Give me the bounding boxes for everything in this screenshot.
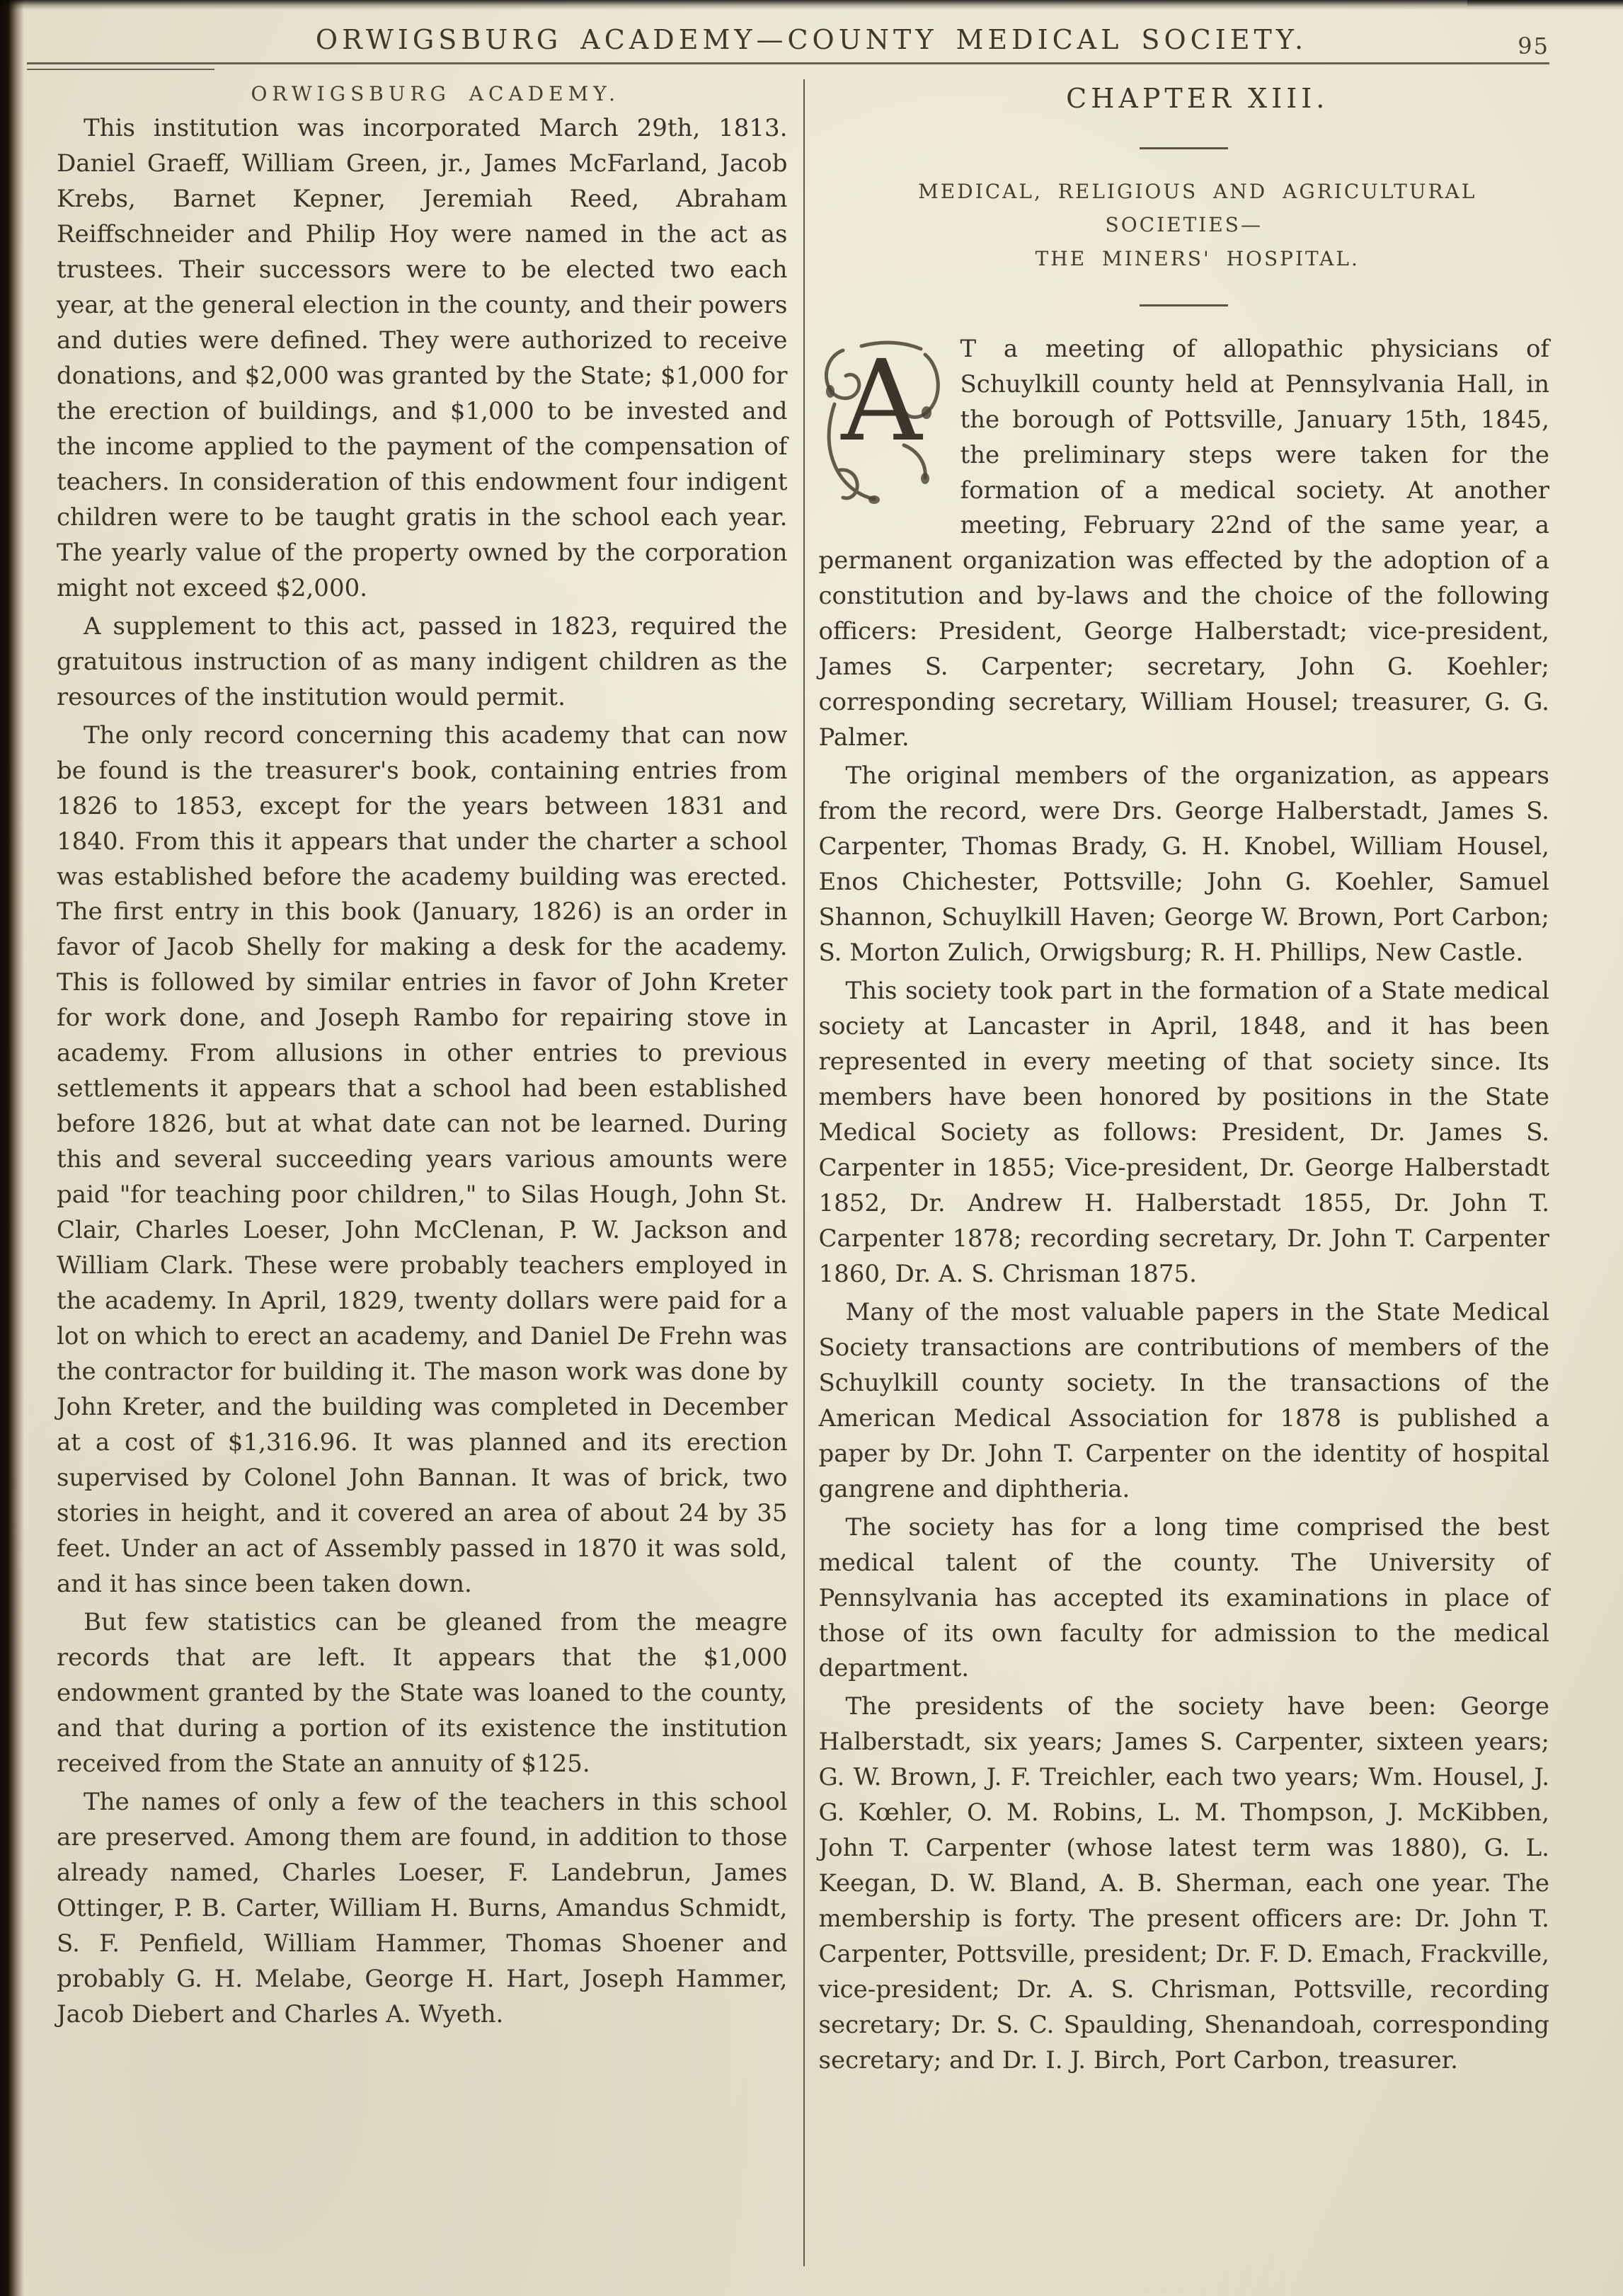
right-paragraph-2: This society took part in the formation of a State medical society at Lancaster in April, 1848, and it has been represented in every meeting of that society since. Its members have been honored by positions in the State Medical Society as follows: President, Dr. James S. Carpenter in 1855; Vice-president, Dr. George Halberstadt 1852, Dr. Andrew H. Halberstadt 1855, Dr. John T. Carpenter 1878; recording secretary, Dr. John T. Carpenter 1860, Dr. A. S. Chrisman 1875. (818, 977, 1549, 1288)
left-paragraph-2: A supplement to this act, passed in 1823, required the gratuitous instruction of as many indigent children as the resources of the institution would permit. (57, 612, 788, 711)
page-number: 95 (1518, 33, 1549, 59)
right-column (819, 79, 1550, 2266)
header-rule-secondary (27, 69, 214, 70)
page-edge-shadow-left (0, 0, 24, 2296)
page-edge-shadow-top (0, 0, 1623, 10)
left-column-heading: ORWIGSBURG ACADEMY. (251, 82, 621, 105)
section-title (819, 175, 1550, 276)
opening-paragraph (819, 332, 1550, 757)
column-divider-rule (803, 79, 805, 2266)
left-paragraph-4: But few statistics can be gleaned from the meagre records that are left. It appears that the $1,000 endowment granted by the State was loaned to the county, and that during a portion of its existence the institution received from the State an annuity of $125. (57, 1607, 788, 1778)
text-columns (57, 79, 1549, 2266)
chapter-heading: CHAPTER XIII. (1066, 83, 1329, 114)
left-paragraph-5: The names of only a few of the teachers in this school are preserved. Among them are found, in addition to those already named, Charles Loeser, F. Landebrun, James Ottinger, P. B. Carter, William H. Burns, Amandus Schmidt, S. F. Penfield, William Hammer, Thomas Shoener and probably G. H. Melabe, George H. Hart, Joseph Hammer, Jacob Diebert and Charles A. Wyeth. (57, 1787, 788, 2028)
left-column (57, 79, 788, 2266)
right-paragraph-3: Many of the most valuable papers in the State Medical Society transactions are contributions of members of the Schuylkill county society. In the transactions of the American Medical Association for 1878 is published a paper by Dr. John T. Carpenter on the identity of hospital gangrene and diphtheria. (818, 1297, 1549, 1503)
header-rule (27, 62, 1549, 64)
right-paragraph-5: The presidents of the society have been: George Halberstadt, six years; James S. Carpenter, sixteen years; G. W. Brown, J. F. Treichler, each two years; Wm. Housel, J. G. Kœhler, O. M. Robins, L. M. Thompson, J. McKibben, John T. Carpenter (whose latest term was 1880), G. L. Keegan, D. W. Bland, A. B. Sherman, each one year. The membership is forty. The present officers are: Dr. John T. Carpenter, Pottsville, president; Dr. F. D. Emach, Frackville, vice-president; Dr. A. S. Chrisman, Pottsville, recording secretary; Dr. S. C. Spaulding, Shenandoah, corresponding secretary; and Dr. I. J. Birch, Port Carbon, treasurer. (818, 1692, 1549, 2075)
left-paragraph-3: The only record concerning this academy that can now be found is the treasurer's book, containing entries from 1826 to 1853, except for the years between 1831 and 1840. From this it appears that under the charter a school was established before the academy building was erected. The first entry in this book (January, 1826) is an order in favor of Jacob Shelly for making a desk for the academy. This is followed by similar entries in favor of John Kreter for work done, and Joseph Rambo for repairing stove in academy. From allusions in other entries to previous settlements it appears that a school had been established before 1826, but at what date can not be learned. During this and several succeeding years various amounts were paid "for teaching poor children," to Silas Hough, John St. Clair, Charles Loeser, John McClenan, P. W. Jackson and William Clark. These were probably teachers employed in the academy. In April, 1829, twenty dollars were paid for a lot on which to erect an academy, and Daniel De Frehn was the contractor for building it. The mason work was done by John Kreter, and the building was completed in December at a cost of $1,316.96. It was planned and its erection supervised by Colonel John Bannan. It was of brick, two stories in height, and it covered an area of about 24 by 35 feet. Under an act of Assembly passed in 1870 it was sold, and it has since been taken down. (57, 721, 788, 1598)
right-paragraph-1: The original members of the organization, as appears from the record, were Drs. George Halberstadt, James S. Carpenter, Thomas Brady, G. H. Knobel, William Housel, Enos Chichester, Pottsville; John G. Koehler, Samuel Shannon, Schuylkill Haven; George W. Brown, Port Carbon; S. Morton Zulich, Orwigsburg; R. H. Phillips, New Castle. (818, 762, 1549, 968)
section-divider-rule-bottom (1140, 304, 1228, 306)
right-paragraph-4: The society has for a long time comprised the best medical talent of the county. The University of Pennsylvania has accepted its examinations in place of those of its own faculty for admission to the medical department. (818, 1513, 1549, 1683)
section-divider-rule-top (1140, 147, 1228, 149)
page-edge-shadow-top-right (1467, 0, 1623, 7)
drop-cap-letter: A (841, 335, 922, 466)
left-paragraph-1: This institution was incorporated March 29th, 1813. Daniel Graeff, William Green, jr., James McFarland, Jacob Krebs, Barnet Kepner, Jeremiah Reed, Abraham Reiffschneider and Philip Hoy were named in the act as trustees. Their successors were to be elected two each year, at the general election in the county, and their powers and duties were defined. They were authorized to receive donations, and $2,000 was granted by the State; $1,000 for the erection of buildings, and $1,000 to be invested and the income applied to the payment of the compensation of teachers. In consideration of this endowment four indigent children were to be taught gratis in the school each year. The yearly value of the property owned by the corporation might not exceed $2,000. (57, 114, 788, 602)
section-title-line-2: THE MINERS' HOSPITAL. (1035, 247, 1360, 271)
opening-paragraph-text: T a meeting of allopathic physicians of Schuylkill county held at Pennsylvania Hall, in the borough of Pottsville, January 15th, 1845, the preliminary steps were taken for the formation of a medical society. At another meeting, February 22nd of the same year, a permanent organization was effected by the adoption of a constitution and by-laws and the choice of the following officers: President, George Halberstadt; vice-president, James S. Carpenter; secretary, John G. Koehler; corresponding secretary, William Housel; treasurer, G. G. Palmer. (818, 334, 1549, 752)
section-title-line-1: MEDICAL, RELIGIOUS AND AGRICULTURAL SOCIETIES— (918, 179, 1477, 237)
running-header: ORWIGSBURG ACADEMY—COUNTY MEDICAL SOCIETY. (315, 24, 1308, 55)
drop-cap (819, 335, 945, 512)
